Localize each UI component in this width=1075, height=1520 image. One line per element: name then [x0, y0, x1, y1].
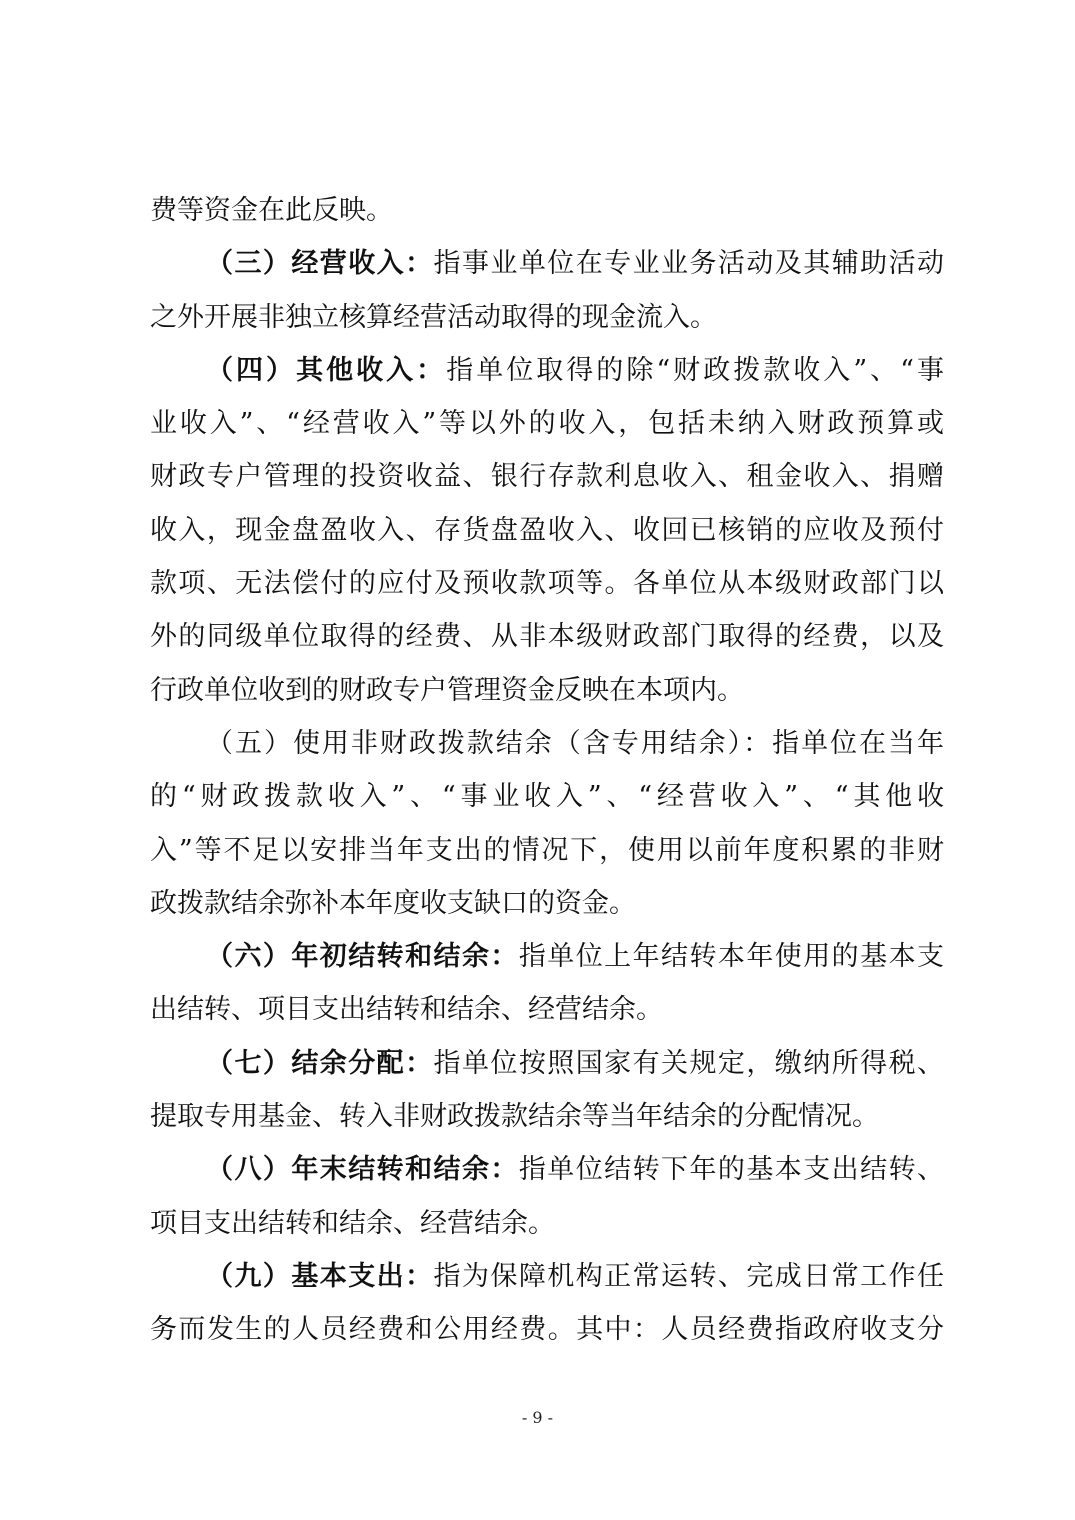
text-line: [150, 770, 944, 823]
line-text: 款项、无法偿付的应付及预收款项等。各单位从本级财政部门以: [150, 568, 944, 600]
line-text: 外的同级单位取得的经费、从非本级财政部门取得的经费，以及: [150, 621, 944, 653]
section-heading: （九）基本支出：: [206, 1260, 434, 1292]
line-text: 指事业单位在专业业务活动及其辅助活动: [433, 248, 944, 280]
text-line: [150, 1143, 944, 1196]
text-line: [150, 1303, 944, 1356]
text-line: [150, 983, 944, 1036]
page-number: - 9 -: [521, 1408, 554, 1427]
line-text: 的“财政拨款收入”、“事业收入”、“经营收入”、“其他收: [150, 781, 944, 813]
line-text: 指单位按照国家有关规定，缴纳所得税、: [433, 1047, 944, 1079]
line-text: 政拨款结余弥补本年度收支缺口的资金。: [150, 887, 636, 919]
text-line: [150, 930, 944, 983]
text-line: [150, 610, 944, 663]
section-heading: （四）其他收入：: [206, 354, 447, 386]
line-text: 入”等不足以安排当年支出的情况下，使用以前年度积累的非财: [150, 834, 944, 866]
section-heading: （八）年末结转和结余：: [206, 1154, 519, 1186]
text-line: [150, 450, 944, 503]
line-text: 行政单位收到的财政专户管理资金反映在本项内。: [150, 674, 744, 706]
line-text: （五）使用非财政拨款结余（含专用结余）：指单位在当年: [206, 727, 944, 759]
section-heading: （六）年初结转和结余：: [206, 941, 519, 973]
line-text: 之外开展非独立核算经营活动取得的现金流入。: [150, 301, 717, 333]
line-text: 业收入”、“经营收入”等以外的收入，包括未纳入财政预算或: [150, 408, 944, 440]
text-line: [150, 1250, 944, 1303]
text-line: [150, 1090, 944, 1143]
line-text: 指为保障机构正常运转、完成日常工作任: [433, 1260, 944, 1292]
line-text: 出结转、项目支出结转和结余、经营结余。: [150, 994, 663, 1026]
line-text: 指单位结转下年的基本支出结转、: [518, 1154, 944, 1186]
line-text: 财政专户管理的投资收益、银行存款利息收入、租金收入、捐赠: [150, 461, 944, 493]
line-text: 费等资金在此反映。: [150, 195, 393, 226]
text-line: [150, 184, 944, 237]
text-line: [150, 877, 944, 930]
line-text: 项目支出结转和结余、经营结余。: [150, 1207, 555, 1239]
line-text: 务而发生的人员经费和公用经费。其中：人员经费指政府收支分: [150, 1314, 944, 1346]
line-text: 收入，现金盘盈收入、存货盘盈收入、收回已核销的应收及预付: [150, 514, 944, 546]
text-line: [150, 1037, 944, 1090]
section-heading: （七）结余分配：: [206, 1047, 434, 1079]
line-text: 提取专用基金、转入非财政拨款结余等当年结余的分配情况。: [150, 1101, 879, 1133]
text-line: [150, 557, 944, 610]
text-line: [150, 717, 944, 770]
text-line: [150, 824, 944, 877]
text-line: [150, 237, 944, 290]
document-body: [150, 184, 944, 1357]
text-line: [150, 504, 944, 557]
text-line: [150, 664, 944, 717]
text-line: [150, 344, 944, 397]
text-line: [150, 397, 944, 450]
text-line: [150, 1197, 944, 1250]
line-text: 指单位取得的除“财政拨款收入”、“事: [446, 354, 944, 386]
text-line: [150, 291, 944, 344]
line-text: 指单位上年结转本年使用的基本支: [518, 941, 944, 973]
section-heading: （三）经营收入：: [206, 248, 434, 280]
